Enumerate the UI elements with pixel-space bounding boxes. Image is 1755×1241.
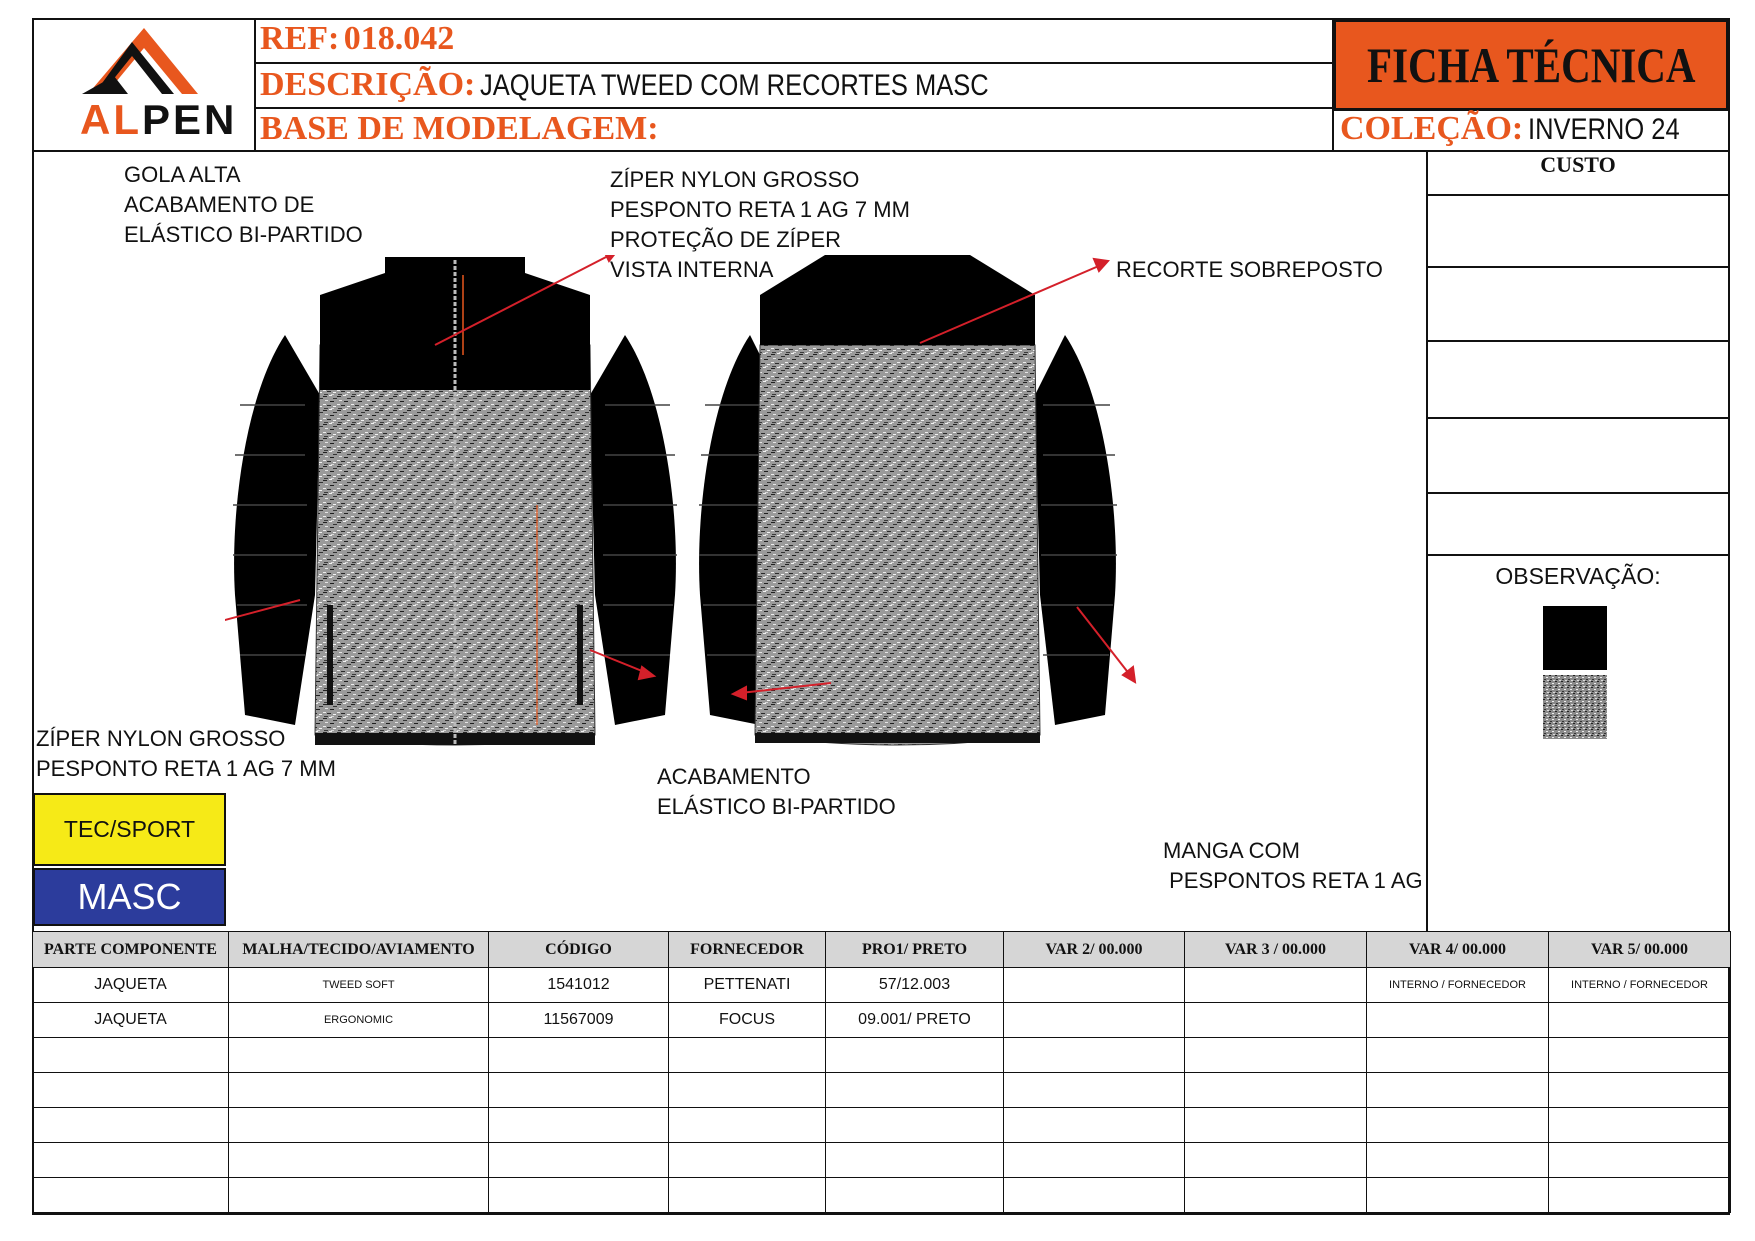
table-cell: [1549, 1178, 1731, 1213]
table-row: [33, 1143, 1731, 1178]
table-cell: 11567009: [489, 1003, 669, 1038]
table-cell: [1004, 1038, 1185, 1073]
colecao-label: COLEÇÃO:: [1340, 110, 1524, 147]
annotation-acabamento: ACABAMENTO ELÁSTICO BI-PARTIDO: [657, 764, 896, 819]
table-cell: [1367, 1038, 1549, 1073]
custo-line-2: [1426, 266, 1730, 268]
table-cell: 57/12.003: [826, 968, 1004, 1003]
table-row: [33, 1073, 1731, 1108]
table-cell: [1367, 1178, 1549, 1213]
materials-table: [32, 931, 1731, 1213]
table-cell: [1185, 1143, 1367, 1178]
table-cell: [1185, 1073, 1367, 1108]
col-header: FORNECEDOR: [669, 932, 826, 968]
table-cell: [669, 1073, 826, 1108]
table-row: [33, 1038, 1731, 1073]
table-cell: [826, 1178, 1004, 1213]
custo-line-3: [1426, 340, 1730, 342]
base-row: [260, 110, 663, 148]
table-cell: [489, 1038, 669, 1073]
table-cell: [1367, 1108, 1549, 1143]
table-cell: [33, 1073, 229, 1108]
table-cell: [489, 1178, 669, 1213]
custo-line-5: [1426, 492, 1730, 494]
ficha-tecnica-banner: [1334, 20, 1728, 110]
table-cell: [669, 1143, 826, 1178]
table-cell: JAQUETA: [33, 1003, 229, 1038]
table-cell: [33, 1178, 229, 1213]
table-row: [33, 1003, 1731, 1038]
descricao-row: [260, 66, 1078, 104]
descricao-label: DESCRIÇÃO:: [260, 66, 476, 103]
table-cell: TWEED SOFT: [229, 968, 489, 1003]
table-cell: [1004, 968, 1185, 1003]
col-header: PRO1/ PRETO: [826, 932, 1004, 968]
observacao-label: OBSERVAÇÃO:: [1495, 563, 1661, 589]
table-cell: [1185, 1003, 1367, 1038]
table-cell: PETTENATI: [669, 968, 826, 1003]
table-cell: INTERNO / FORNECEDOR: [1367, 968, 1549, 1003]
table-cell: [669, 1108, 826, 1143]
table-cell: [229, 1143, 489, 1178]
logo-divider: [254, 18, 256, 151]
colecao-row: [1340, 110, 1706, 148]
ref-label: REF:: [260, 20, 340, 57]
table-cell: [1549, 1073, 1731, 1108]
table-cell: INTERNO / FORNECEDOR: [1549, 968, 1731, 1003]
table-row: [33, 1178, 1731, 1213]
table-cell: 1541012: [489, 968, 669, 1003]
custo-title: CUSTO: [1540, 152, 1616, 177]
base-label: BASE DE MODELAGEM:: [260, 110, 659, 147]
table-cell: [1185, 968, 1367, 1003]
table-cell: [229, 1073, 489, 1108]
table-cell: [33, 1143, 229, 1178]
table-cell: [826, 1143, 1004, 1178]
table-cell: [1004, 1073, 1185, 1108]
alpen-logo-icon: [78, 24, 210, 98]
table-cell: [229, 1108, 489, 1143]
table-row: [33, 1108, 1731, 1143]
jacket-back: [699, 255, 1117, 745]
table-cell: [1004, 1108, 1185, 1143]
col-header: VAR 3 / 00.000: [1185, 932, 1367, 968]
table-cell: [489, 1108, 669, 1143]
table-cell: [1549, 1003, 1731, 1038]
table-cell: [1185, 1038, 1367, 1073]
desc-row-line: [254, 107, 1332, 109]
table-cell: [489, 1143, 669, 1178]
table-cell: [229, 1038, 489, 1073]
table-cell: [1185, 1178, 1367, 1213]
table-cell: [1185, 1108, 1367, 1143]
table-cell: [1004, 1143, 1185, 1178]
col-header: VAR 4/ 00.000: [1367, 932, 1549, 968]
brand-name: ALPEN: [80, 96, 238, 143]
custo-line-4: [1426, 417, 1730, 419]
table-cell: [1367, 1073, 1549, 1108]
table-cell: [1367, 1003, 1549, 1038]
table-row: [33, 968, 1731, 1003]
annotation-recorte: RECORTE SOBREPOSTO: [1116, 257, 1383, 282]
category-tag: TEC/SPORT: [33, 793, 226, 866]
table-cell: [489, 1073, 669, 1108]
ficha-title: FICHA TÉCNICA: [1366, 37, 1696, 93]
table-cell: [229, 1178, 489, 1213]
table-cell: [826, 1038, 1004, 1073]
table-cell: JAQUETA: [33, 968, 229, 1003]
jacket-front: [233, 257, 677, 745]
ref-row: [260, 20, 454, 58]
table-cell: [1004, 1003, 1185, 1038]
table-cell: [1549, 1108, 1731, 1143]
col-header: CÓDIGO: [489, 932, 669, 968]
table-cell: [1549, 1143, 1731, 1178]
col-header: MALHA/TECIDO/AVIAMENTO: [229, 932, 489, 968]
annotation-gola: GOLA ALTA ACABAMENTO DE ELÁSTICO BI-PARTIDO: [124, 162, 363, 247]
ref-value: 018.042: [343, 20, 455, 57]
custo-line-1: [1426, 194, 1730, 196]
col-header: VAR 2/ 00.000: [1004, 932, 1185, 968]
table-cell: ERGONOMIC: [229, 1003, 489, 1038]
table-cell: [1367, 1143, 1549, 1178]
table-cell: FOCUS: [669, 1003, 826, 1038]
table-cell: 09.001/ PRETO: [826, 1003, 1004, 1038]
swatch-tweed: [1543, 675, 1607, 739]
annotation-ziper-frente: ZÍPER NYLON GROSSO PESPONTO RETA 1 AG 7 MM PROTEÇÃO DE ZÍPER VISTA INTERNA: [610, 167, 910, 282]
swatch-black: [1543, 606, 1607, 670]
table-cell: [33, 1038, 229, 1073]
col-header: PARTE COMPONENTE: [33, 932, 229, 968]
table-cell: [1549, 1038, 1731, 1073]
annotation-manga: MANGA COM PESPONTOS RETA 1 AG: [1163, 838, 1423, 893]
technical-drawing: [225, 255, 1260, 775]
colecao-value: INVERNO 24: [1527, 113, 1680, 146]
col-header: VAR 5/ 00.000: [1549, 932, 1731, 968]
annotation-ziper-bolso: ZÍPER NYLON GROSSO PESPONTO RETA 1 AG 7 MM: [36, 726, 336, 781]
table-header-row: [33, 932, 1731, 968]
table-cell: [669, 1178, 826, 1213]
gender-tag: MASC: [33, 868, 226, 926]
custo-line-6: [1426, 554, 1730, 556]
table-cell: [826, 1108, 1004, 1143]
descricao-value: JAQUETA TWEED COM RECORTES MASC: [479, 69, 989, 102]
table-cell: [33, 1108, 229, 1143]
ref-row-line: [254, 62, 1332, 64]
table-cell: [669, 1038, 826, 1073]
table-cell: [1004, 1178, 1185, 1213]
table-cell: [826, 1073, 1004, 1108]
